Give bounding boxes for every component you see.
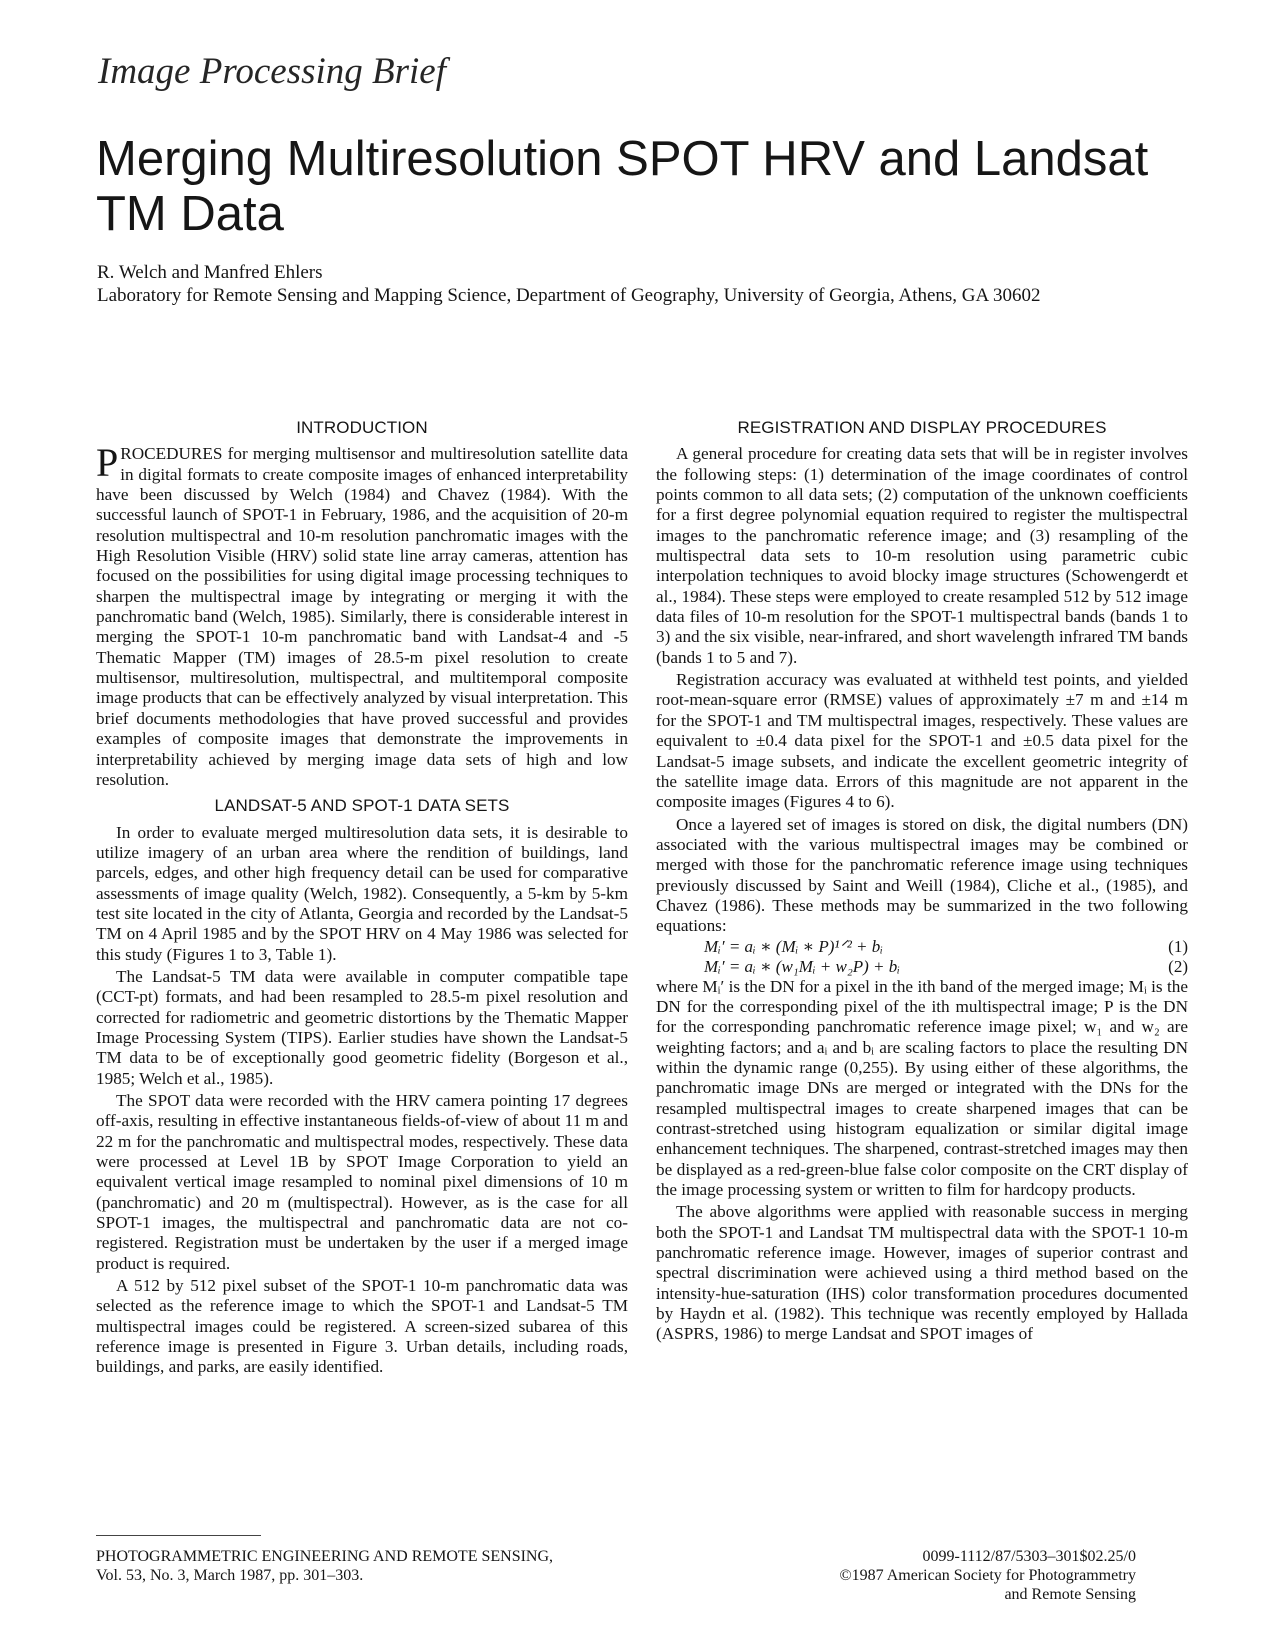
journal-name: PHOTOGRAMMETRIC ENGINEERING AND REMOTE SENSING, <box>96 1548 554 1565</box>
intro-paragraph <box>96 440 628 790</box>
paragraph: In order to evaluate merged multiresolution data sets, it is desirable to utilize imagery of an urban area where the rendition of buildings, land parcels, edges, and other high frequency detail can be used for comparative assessments of image quality (Welch, 1982). Consequently, a 5-km by 5-km test site located in the city of Atlanta, Georgia and recorded by the Landsat-5 TM on 4 April 1985 and by the SPOT HRV on 4 May 1986 was selected for this study (Figures 1 to 3, Table 1). <box>96 822 628 964</box>
drop-cap: P <box>96 440 119 486</box>
equation-2-number: (2) <box>1168 956 1188 976</box>
footnote-rule <box>96 1535 261 1536</box>
paragraph: Once a layered set of images is stored on disk, the digital numbers (DN) associated with the various multispectral images may be combined or merged with those for the panchromatic reference image using techniques previously discussed by Saint and Weill (1984), Cliche et al., (1985), and Chavez (1986). These methods may be summarized in the two following equations: <box>656 814 1188 936</box>
copyright-line-2: and Remote Sensing <box>1004 1586 1136 1603</box>
paragraph: Registration accuracy was evaluated at withheld test points, and yielded root-mean-square error (RMSE) values of approximately ±7 m and ±14 m for the SPOT-1 and TM multispectral images, respectively. These values are equivalent to ±0.4 data pixel for the SPOT-1 and ±0.5 data pixel for the Landsat-5 image subsets, and indicate the excellent geometric integrity of the satellite image data. Errors of this magnitude are not apparent in the composite images (Figures 4 to 6). <box>656 670 1188 812</box>
intro-text: ROCEDURES for merging multisensor and multiresolution satellite data in digital formats to create composite images of enhanced interpretability have been discussed by Welch (1984) and Chavez (1984). With the successful launch of SPOT-1 in February, 1986, and the acquisition of 20-m resolution multispectral and 10-m resolution panchromatic images with the High Resolution Visible (HRV) solid state line array cameras, attention has focused on the possibilities for using digital image processing techniques to sharpen the multispectral image by integrating or merging it with the panchromatic band (Welch, 1985). Similarly, there is considerable interest in merging the SPOT-1 10-m panchromatic band with Landsat-4 and -5 Thematic Mapper (TM) images of 28.5-m pixel resolution to create multisensor, multiresolution, multispectral, and multitemporal composite image products that can be effectively analyzed by visual interpretation. This brief documents methodologies that have proved successful and provides examples of composite images that demonstrate the improvements in interpretability achieved by merging image data sets of high and low resolution. <box>96 444 628 789</box>
journal-volume: Vol. 53, No. 3, March 1987, pp. 301–303. <box>96 1567 364 1584</box>
left-column <box>96 418 628 1378</box>
heading-introduction: INTRODUCTION <box>296 418 428 437</box>
equation-2 <box>656 957 1188 977</box>
right-column <box>656 418 1188 1345</box>
paragraph: The SPOT data were recorded with the HRV camera pointing 17 degrees off-axis, resulting in effective instantaneous fields-of-view of about 11 m and 22 m for the panchromatic and multispectral modes, respectively. These data were processed at Level 1B by SPOT Image Corporation to yield an equivalent vertical image resampled to nominal pixel dimensions of 10 m (panchromatic) and 20 m (multispectral). However, as is the case for all SPOT-1 images, the multispectral and panchromatic data are not co-registered. Registration must be undertaken by the user if a merged image product is required. <box>96 1091 628 1273</box>
equation-1-number: (1) <box>1168 936 1188 956</box>
equation-1-body: Mᵢ′ = aᵢ ∗ (Mᵢ ∗ P)¹ᐟ² + bᵢ <box>704 936 883 956</box>
equation-1 <box>656 937 1188 957</box>
authors: R. Welch and Manfred Ehlers <box>97 262 323 283</box>
paragraph: A general procedure for creating data sets that will be in register involves the following steps: (1) determination of the image coordinates of control points common to all data sets; (2) computation of the unknown coefficients for a first degree polynomial equation required to register the multispectral images to the panchromatic reference image; and (3) resampling of the multispectral data sets to 10-m resolution using parametric cubic interpolation techniques to avoid blocky image structures (Schowengerdt et al., 1984). These steps were employed to create resampled 512 by 512 image data files of 10-m resolution for the SPOT-1 multispectral bands (bands 1 to 3) and the six visible, near-infrared, and short wavelength infrared TM bands (bands 1 to 5 and 7). <box>656 444 1188 667</box>
paragraph: A 512 by 512 pixel subset of the SPOT-1 10-m panchromatic data was selected as the reference image to which the SPOT-1 and Landsat-5 TM multispectral images could be registered. A screen-sized subarea of this reference image is presented in Figure 3. Urban details, including roads, buildings, and parks, are easily identified. <box>96 1276 628 1377</box>
article-code: 0099-1112/87/5303–301$02.25/0 <box>922 1548 1136 1565</box>
copyright-line: ©1987 American Society for Photogrammetry <box>839 1567 1136 1584</box>
heading-data-sets: LANDSAT-5 AND SPOT-1 DATA SETS <box>214 796 510 816</box>
affiliation: Laboratory for Remote Sensing and Mapping Science, Department of Geography, University of Georgia, Athens, GA 30602 <box>97 285 1041 306</box>
paragraph: The Landsat-5 TM data were available in computer compatible tape (CCT-pt) formats, and had been resampled to 28.5-m pixel resolution and corrected for radiometric and geometric distortions by the Thematic Mapper Image Processing System (TIPS). Earlier studies have shown the Landsat-5 TM data to be of exceptionally good geometric fidelity (Borgeson et al., 1985; Welch et al., 1985). <box>96 966 628 1088</box>
article-title: Merging Multiresolution SPOT HRV and Landsat TM Data <box>96 132 1149 241</box>
footer-citation <box>96 1547 553 1585</box>
footer-copyright <box>839 1547 1136 1604</box>
equation-2-body: Mᵢ′ = aᵢ ∗ (w₁Mᵢ + w₂P) + bᵢ <box>704 956 900 976</box>
paragraph: where Mᵢ′ is the DN for a pixel in the ith band of the merged image; Mᵢ is the DN for the corresponding pixel of the ith multispectral image; P is the DN for the corresponding panchromatic reference image pixel; w₁ and w₂ are weighting factors; and aᵢ and bᵢ are scaling factors to place the resulting DN within the dynamic range (0,255). By using either of these algorithms, the panchromatic image DNs are merged or integrated with the DNs for the resampled multispectral images to create sharpened images that can be contrast-stretched using histogram equalization or similar digital image enhancement techniques. The sharpened, contrast-stretched images may then be displayed as a red-green-blue false color composite on the CRT display of the image processing system or written to film for hardcopy products. <box>656 976 1188 1200</box>
paragraph: The above algorithms were applied with reasonable success in merging both the SPOT-1 and Landsat TM multispectral data with the SPOT-1 10-m panchromatic reference image. However, images of superior contrast and spectral discrimination were achieved using a third method based on the intensity-hue-saturation (IHS) color transformation procedures documented by Haydn et al. (1982). This technique was recently employed by Hallada (ASPRS, 1986) to merge Landsat and SPOT images of <box>656 1202 1188 1344</box>
heading-registration: REGISTRATION AND DISPLAY PROCEDURES <box>737 418 1107 437</box>
section-kicker: Image Processing Brief <box>98 51 446 92</box>
